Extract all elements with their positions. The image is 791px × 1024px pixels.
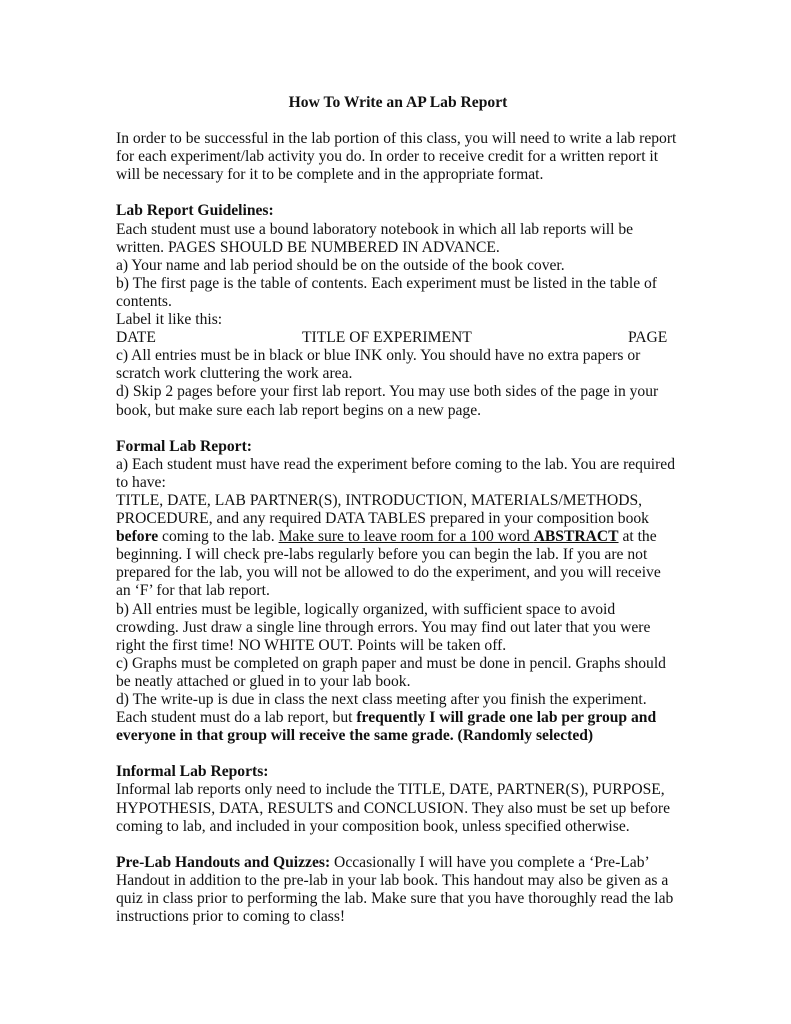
abstract-emphasis: ABSTRACT [533, 528, 619, 546]
intro-line: will be necessary for it to be complete and in the appropriate format. [116, 166, 544, 184]
formal-line: b) All entries must be legible, logically organized, with sufficient space to avoid [116, 600, 616, 618]
formal-section [116, 438, 676, 746]
formal-text: at the [618, 528, 657, 546]
toc-example-row [116, 329, 676, 347]
guidelines-line: scratch work cluttering the work area. [116, 365, 353, 383]
intro-line: for each experiment/lab activity you do. In order to receive credit for a written report it [116, 148, 659, 166]
formal-line: to have: [116, 473, 166, 491]
intro-paragraph [116, 130, 676, 184]
prelab-section [116, 854, 676, 926]
intro-line: In order to be successful in the lab portion of this class, you will need to write a lab report [116, 130, 677, 148]
document-page [116, 94, 676, 926]
formal-line: crowding. Just draw a single line through errors. You may find out later that you were [116, 618, 651, 636]
page-title: How To Write an AP Lab Report [288, 94, 508, 111]
guidelines-line: a) Your name and lab period should be on the outside of the book cover. [116, 256, 565, 274]
informal-heading: Informal Lab Reports: [116, 763, 269, 781]
formal-heading: Formal Lab Report: [116, 437, 252, 455]
guidelines-line: written. PAGES SHOULD BE NUMBERED IN ADVANCE. [116, 238, 500, 256]
guidelines-line: b) The first page is the table of contents. Each experiment must be listed in the table of [116, 274, 657, 292]
formal-line: PROCEDURE, and any required DATA TABLES prepared in your composition book [116, 510, 649, 528]
formal-line-grading [116, 709, 676, 727]
formal-line: beginning. I will check pre-labs regularly before you can begin the lab. If you are not [116, 546, 648, 564]
grading-emphasis: frequently I will grade one lab per group and [356, 709, 657, 727]
toc-title-label: TITLE OF EXPERIMENT [302, 329, 472, 347]
guidelines-line: contents. [116, 292, 172, 310]
formal-line: prepared for the lab, you will not be allowed to do the experiment, and you will receive [116, 564, 661, 582]
formal-line: right the first time! NO WHITE OUT. Points will be taken off. [116, 636, 507, 654]
abstract-note [279, 528, 619, 545]
formal-line-abstract [116, 528, 676, 546]
abstract-note-text: Make sure to leave room for a 100 word [278, 528, 534, 546]
informal-section [116, 763, 676, 835]
informal-line: Informal lab reports only need to include the TITLE, DATE, PARTNER(S), PURPOSE, [116, 781, 665, 799]
prelab-line: Handout in addition to the pre-lab in your lab book. This handout may also be given as a [116, 871, 669, 889]
formal-line: a) Each student must have read the experiment before coming to the lab. You are required [116, 455, 676, 473]
formal-line: c) Graphs must be completed on graph paper and must be done in pencil. Graphs should [116, 654, 666, 672]
guidelines-line: Each student must use a bound laboratory notebook in which all lab reports will be [116, 220, 634, 238]
informal-line: HYPOTHESIS, DATA, RESULTS and CONCLUSION. They also must be set up before [116, 799, 671, 817]
guidelines-heading: Lab Report Guidelines: [116, 202, 274, 220]
prelab-heading: Pre-Lab Handouts and Quizzes: [116, 853, 331, 871]
formal-text: coming to the lab. [158, 528, 279, 546]
formal-text: Each student must do a lab report, but [116, 709, 357, 727]
guidelines-section [116, 202, 676, 419]
prelab-first-line [116, 854, 676, 872]
prelab-line: instructions prior to coming to class! [116, 908, 346, 926]
prelab-line: quiz in class prior to performing the lab. Make sure that you have thoroughly read the lab [116, 890, 674, 908]
guidelines-line: d) Skip 2 pages before your first lab report. You may use both sides of the page in your [116, 383, 659, 401]
formal-line: be neatly attached or glued in to your lab book. [116, 672, 411, 690]
before-emphasis: before [116, 528, 159, 546]
toc-page-label: PAGE [628, 329, 668, 347]
formal-line: d) The write-up is due in class the next class meeting after you finish the experiment. [116, 691, 647, 708]
formal-line: an ‘F’ for that lab report. [116, 582, 270, 600]
prelab-text: Occasionally I will have you complete a ‘Pre-Lab’ [330, 853, 650, 871]
guidelines-line: Label it like this: [116, 311, 223, 329]
formal-line: TITLE, DATE, LAB PARTNER(S), INTRODUCTION, MATERIALS/METHODS, [116, 491, 643, 509]
guidelines-line: c) All entries must be in black or blue INK only. You should have no extra papers or [116, 347, 641, 365]
toc-date-label: DATE [116, 329, 156, 347]
grading-emphasis-line: everyone in that group will receive the same grade. (Randomly selected) [116, 727, 594, 745]
guidelines-line: book, but make sure each lab report begins on a new page. [116, 401, 482, 419]
informal-line: coming to lab, and included in your composition book, unless specified otherwise. [116, 817, 630, 835]
